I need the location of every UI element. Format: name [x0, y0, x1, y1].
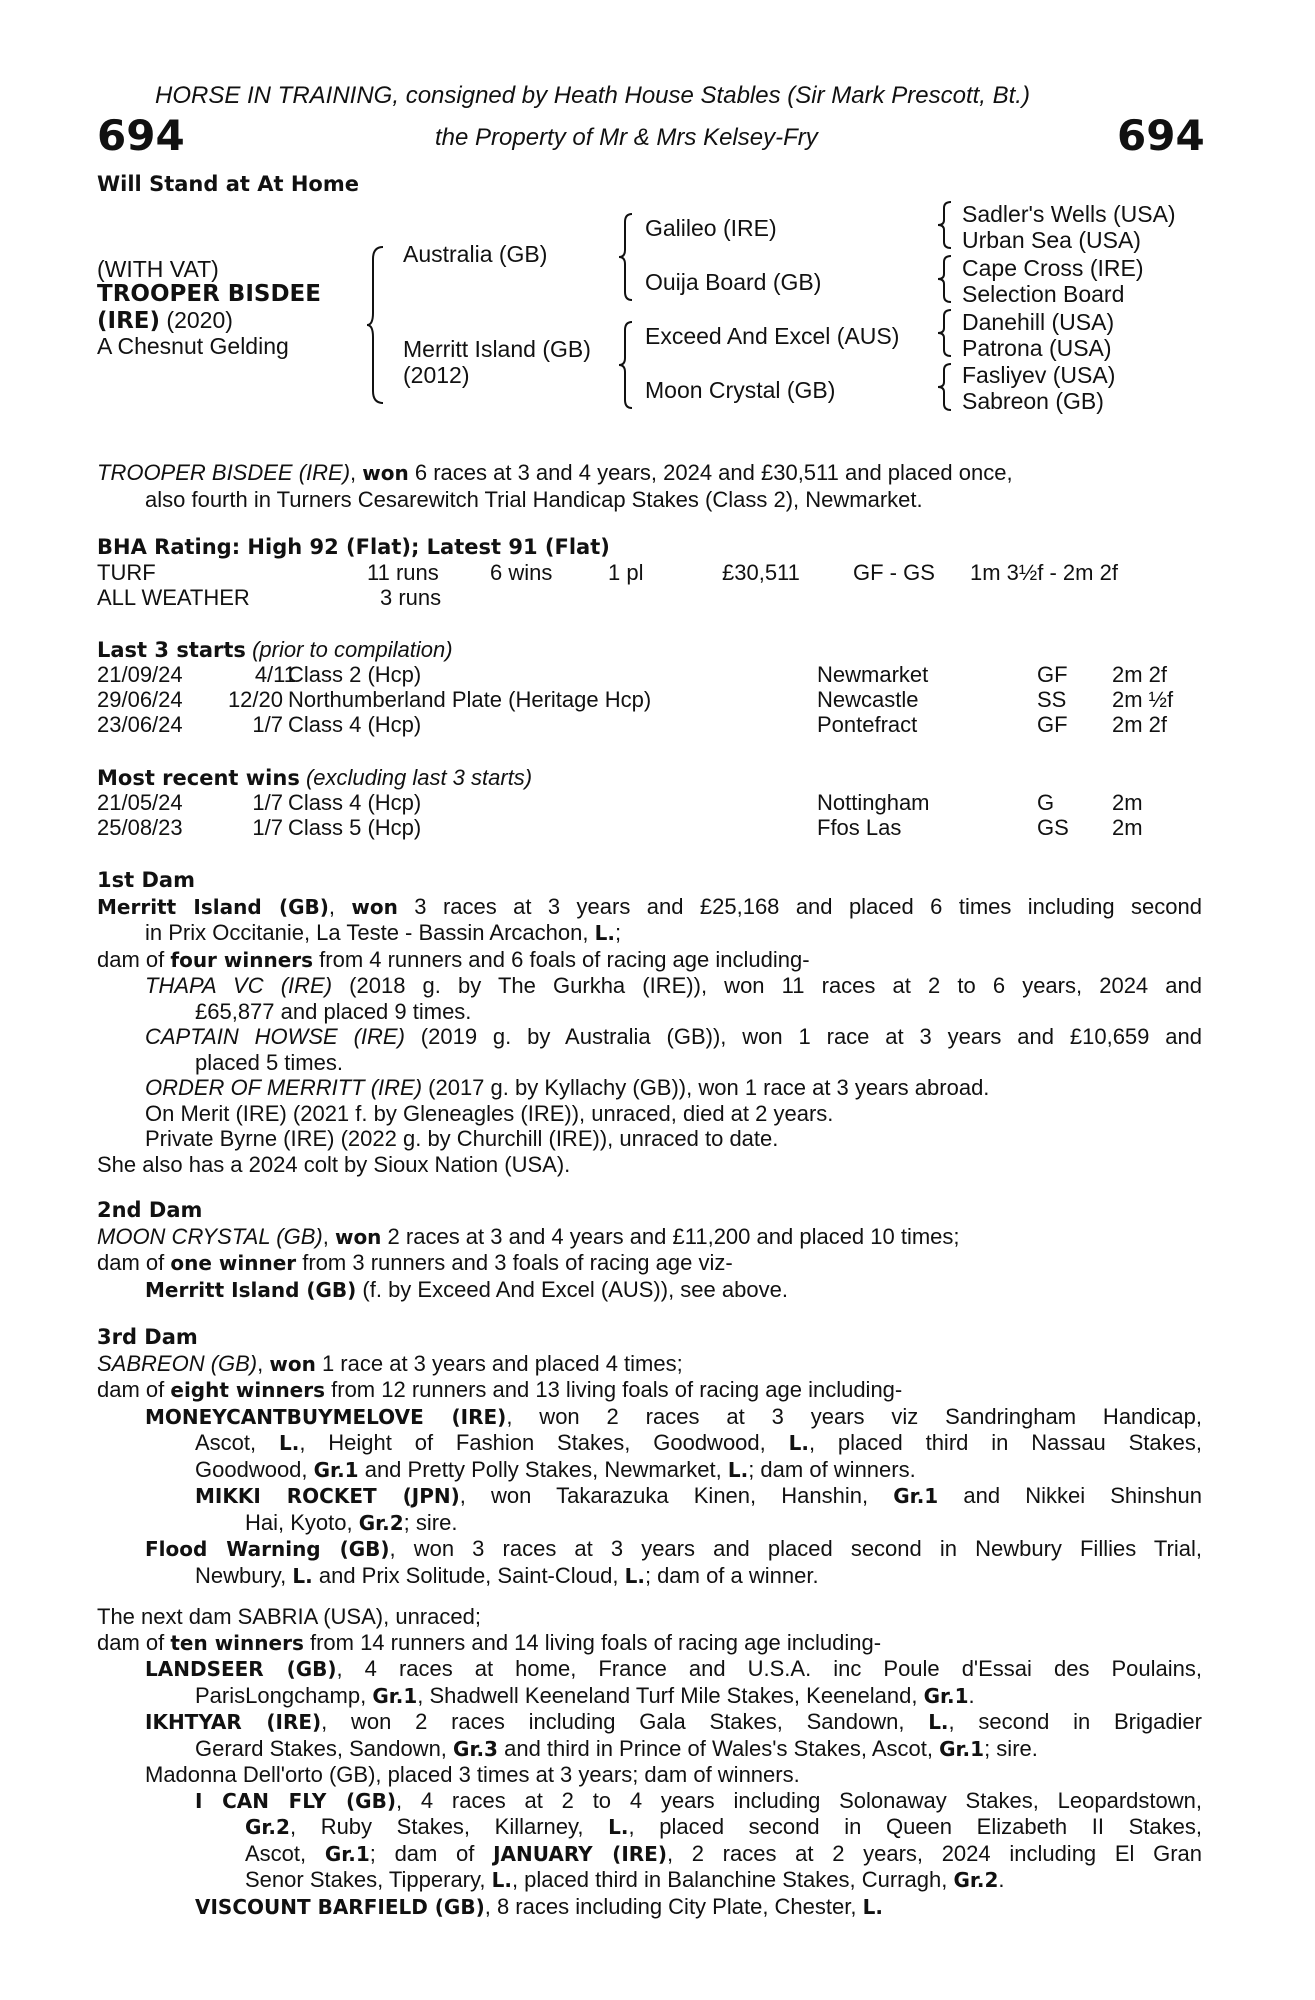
first-dam-name: Merritt Island (GB): [97, 894, 329, 919]
text: and third in Prince of Wales's Stakes, Ascot,: [497, 1735, 940, 1761]
third-dam-name: SABREON (GB): [97, 1350, 258, 1376]
surface: ALL WEATHER: [97, 585, 250, 610]
placed: 1 pl: [608, 560, 644, 585]
listed-badge: L.: [292, 1563, 313, 1588]
listed-badge: L.: [928, 1710, 949, 1734]
pedigree-brace-gs1: [937, 200, 953, 250]
listed-badge: L.: [491, 1868, 512, 1892]
additional-foal: She also has a 2024 colt by Sioux Nation (USA).: [97, 1151, 571, 1177]
text: Ascot,: [195, 1430, 279, 1455]
stand-info: Will Stand at At Home: [97, 172, 359, 196]
pedigree-grandsire-sire: Galileo (IRE): [645, 215, 777, 241]
going: SS: [1037, 687, 1067, 712]
date: 21/09/24: [97, 662, 183, 687]
listed-badge: L.: [594, 921, 615, 945]
second-dam-name: MOON CRYSTAL (GB): [97, 1223, 323, 1249]
text: dam of: [97, 1250, 171, 1275]
text: from 12 runners and 13 living foals of racing age including-: [325, 1377, 903, 1402]
pedigree-dam: Merritt Island (GB): [403, 336, 591, 362]
progeny-record: (2017 g. by Kyllachy (GB)), won 1 race at 3 years abroad.: [422, 1075, 990, 1100]
summary-line1: 6 races at 3 and 4 years, 2024 and £30,511 and placed once,: [408, 460, 1013, 485]
date: 21/05/24: [97, 790, 183, 815]
course: Pontefract: [817, 712, 918, 737]
next-dam-section: [97, 1604, 1202, 1920]
text: ; dam of a winner.: [644, 1562, 819, 1588]
text: ; sire.: [984, 1735, 1038, 1761]
date: 25/08/23: [97, 815, 183, 840]
course: Newcastle: [817, 687, 919, 712]
text: dam of: [97, 946, 171, 972]
progeny-record: , 4 races at home, France and U.S.A. inc Poule d'Essai des Poulains,: [336, 1656, 1202, 1681]
text: ; dam of: [369, 1840, 494, 1866]
going: GF: [1037, 712, 1068, 737]
pedigree-brace-gs4: [937, 362, 953, 412]
runs: 3 runs: [380, 585, 442, 610]
wins: 6 wins: [490, 560, 553, 585]
pedigree-brace-gs3: [937, 308, 953, 358]
pedigree-grandsire-dam: Exceed And Excel (AUS): [645, 323, 900, 349]
next-dam-intro: The next dam SABRIA (USA), unraced;: [97, 1604, 481, 1629]
pedigree-dam-year: (2012): [403, 362, 470, 388]
text: Ascot,: [245, 1840, 325, 1866]
race-summary: TROOPER BISDEE (IRE), won 6 races at 3 and 4 years, 2024 and £30,511 and placed once, also fourth in Turners Cesarewitch Trial Handicap Stakes (Class 2), Newmarket.: [97, 460, 1202, 512]
second-dam-record: 2 races at 3 and 4 years and £11,200 and placed 10 times;: [381, 1223, 960, 1249]
distance: 2m ½f: [1112, 687, 1174, 712]
progeny-entry: On Merit (IRE) (2021 f. by Gleneagles (IRE)), unraced, died at 2 years.: [145, 1100, 834, 1126]
group-badge: Gr.2: [245, 1815, 290, 1839]
prize-money: £30,511: [722, 560, 800, 585]
going: G: [1037, 790, 1055, 815]
recent-wins-note: (excluding last 3 starts): [305, 765, 533, 790]
text: .: [998, 1867, 1005, 1892]
course: Nottingham: [817, 790, 930, 815]
progeny-name: IKHTYAR (IRE): [145, 1710, 322, 1734]
progeny-entry: Madonna Dell'orto (GB), placed 3 times at 3 years; dam of winners.: [145, 1762, 800, 1787]
rating-row-aw: [97, 585, 1217, 610]
text: , second in Brigadier: [948, 1709, 1202, 1734]
first-dam-section: 1st Dam Merritt Island (GB), won 3 races at 3 years and £25,168 and placed 6 times including second in Prix Occitanie, La Teste - Bassin Arcachon, L.; dam of four winners from 4 runners and 6 foals of racing age including- THAPA VC (IRE) (2018 g. by The Gurkha (IRE)), won 11 races at 2 to 6 years, 2024 and £65,877 and placed 9 times. CAPTAIN HOWSE (IRE) (2019 g. by Australia (GB)), won 1 race at 3 years and £10,659 and placed 5 times. ORDER OF MERRITT (IRE) (2017 g. by Kyllachy (GB)), won 1 race at 3 years abroad. On Merit (IRE) (2021 f. by Gleneagles (IRE)), unraced, died at 2 years. Private Byrne (IRE) (2022 g. by Churchill (IRE)), unraced to date. She also has a 2024 colt by Sioux Nation (USA).: [97, 868, 1202, 1177]
text: , placed third in Balanchine Stakes, Curragh,: [511, 1867, 954, 1892]
vat-note: (WITH VAT): [97, 256, 219, 282]
pedigree-brace-dam: [618, 320, 634, 410]
text: Senor Stakes, Tipperary,: [245, 1867, 492, 1892]
last-start-row: [97, 687, 1217, 712]
text: and Prix Solitude, Saint-Cloud,: [312, 1562, 625, 1588]
text: , placed second in Queen Elizabeth II Stakes,: [628, 1814, 1202, 1839]
winners-count: one winner: [170, 1251, 297, 1275]
race: Northumberland Plate (Heritage Hcp): [288, 687, 652, 712]
text: Goodwood,: [195, 1456, 314, 1482]
text: from 3 runners and 3 foals of racing age viz-: [296, 1250, 733, 1275]
course: Ffos Las: [817, 815, 902, 840]
progeny-name: ORDER OF MERRITT (IRE): [145, 1075, 423, 1100]
surface: TURF: [97, 560, 156, 585]
date: 23/06/24: [97, 712, 183, 737]
text: in Prix Occitanie, La Teste - Bassin Arcachon,: [145, 920, 595, 945]
pedigree-ggp-7: Fasliyev (USA): [962, 362, 1116, 388]
pedigree-ggp-5: Danehill (USA): [962, 309, 1115, 335]
bha-rating: BHA Rating: High 92 (Flat); Latest 91 (Flat): [97, 535, 610, 559]
text: and Pretty Polly Stakes, Newmarket,: [358, 1456, 728, 1482]
pedigree-ggp-6: Patrona (USA): [962, 335, 1112, 361]
listed-badge: L.: [278, 1431, 300, 1455]
text: , 8 races including City Plate, Chester,: [484, 1893, 863, 1919]
recent-wins-heading: [97, 765, 532, 791]
text: Newbury,: [195, 1562, 293, 1588]
progeny-name: CAPTAIN HOWSE (IRE): [145, 1024, 405, 1049]
third-dam-record: 1 race at 3 years and placed 4 times;: [315, 1350, 683, 1376]
text: Gerard Stakes, Sandown,: [195, 1735, 454, 1761]
catalogue-title: HORSE IN TRAINING, consigned by Heath House Stables (Sir Mark Prescott, Bt.): [155, 82, 1030, 109]
winners-count: four winners: [170, 947, 314, 972]
text: , Height of Fashion Stakes, Goodwood,: [299, 1430, 789, 1455]
text: ; sire.: [403, 1509, 458, 1535]
group-badge: Gr.1: [324, 1841, 370, 1866]
pedigree-ggp-4: Selection Board: [962, 281, 1125, 307]
listed-badge: L.: [727, 1457, 749, 1482]
horse-year: (2020): [166, 307, 233, 333]
text: , won Takarazuka Kinen, Hanshin,: [459, 1483, 894, 1508]
won-label: won: [334, 1224, 382, 1249]
last-starts-heading: [97, 637, 453, 663]
runs: 11 runs: [367, 560, 439, 585]
third-dam-heading: 3rd Dam: [97, 1325, 198, 1349]
horse-country: (IRE): [97, 308, 161, 334]
last-starts-title: Last 3 starts: [97, 638, 246, 662]
progeny-record: (f. by Exceed And Excel (AUS)), see above.: [356, 1276, 788, 1302]
summary-line2: also fourth in Turners Cesarewitch Trial Handicap Stakes (Class 2), Newmarket.: [145, 486, 923, 512]
position: 12/20: [227, 687, 283, 712]
race: Class 2 (Hcp): [288, 662, 422, 687]
text: dam of: [97, 1377, 171, 1402]
first-dam-heading: 1st Dam: [97, 868, 195, 892]
text: .: [968, 1682, 975, 1708]
text: from 4 runners and 6 foals of racing age including-: [313, 946, 810, 972]
property-line: the Property of Mr & Mrs Kelsey-Fry: [435, 124, 818, 151]
text: , placed third in Nassau Stakes,: [808, 1430, 1202, 1455]
going-range: GF - GS: [853, 560, 935, 585]
text: from 14 runners and 14 living foals of racing age including-: [303, 1629, 882, 1655]
first-dam-record: 3 races at 3 years and £25,168 and placed 6 times including second: [397, 893, 1202, 919]
group-badge: Gr.1: [313, 1457, 359, 1482]
race: Class 4 (Hcp): [288, 712, 422, 737]
progeny-record-cont: £65,877 and placed 9 times.: [195, 998, 472, 1024]
progeny-record-cont: placed 5 times.: [195, 1049, 343, 1075]
distance: 2m 2f: [1112, 662, 1168, 687]
position: 1/7: [252, 790, 283, 815]
progeny-record: , won 2 races at 3 years viz Sandringham Handicap,: [506, 1403, 1202, 1429]
won-label: won: [351, 894, 398, 919]
pedigree-sire: Australia (GB): [403, 241, 548, 267]
progeny-record: (2018 g. by The Gurkha (IRE)), won 11 races at 2 to 6 years, 2024 and: [332, 973, 1202, 998]
text: ParisLongchamp,: [195, 1682, 373, 1708]
listed-badge: L.: [788, 1431, 809, 1455]
recent-win-row: [97, 815, 1217, 840]
distance: 2m: [1112, 815, 1143, 840]
group-badge: Gr.2: [953, 1868, 999, 1892]
group-badge: Gr.1: [372, 1683, 418, 1708]
pedigree-brace-gs2: [937, 254, 953, 304]
race: Class 4 (Hcp): [288, 790, 422, 815]
grand-progeny-name: I CAN FLY (GB): [195, 1788, 396, 1813]
text: and Nikkei Shinshun: [938, 1483, 1202, 1508]
pedigree-brace-main: [365, 245, 387, 405]
grand-progeny-name: MIKKI ROCKET (JPN): [195, 1484, 460, 1508]
text: ;: [614, 920, 622, 945]
pedigree-granddam-dam: Moon Crystal (GB): [645, 377, 836, 403]
winners-count: ten winners: [170, 1630, 304, 1655]
pedigree-ggp-1: Sadler's Wells (USA): [962, 201, 1176, 227]
won-label: won: [269, 1351, 316, 1376]
progeny-name: THAPA VC (IRE): [145, 973, 333, 998]
pedigree-ggp-2: Urban Sea (USA): [962, 227, 1141, 253]
progeny-name: Flood Warning (GB): [145, 1537, 390, 1561]
listed-badge: L.: [862, 1894, 883, 1919]
distance: 2m 2f: [1112, 712, 1168, 737]
race: Class 5 (Hcp): [288, 815, 422, 840]
progeny-name: LANDSEER (GB): [145, 1657, 337, 1681]
group-badge: Gr.3: [453, 1736, 498, 1761]
summary-won: won: [362, 461, 409, 485]
position: 1/7: [252, 815, 283, 840]
group-badge: Gr.1: [923, 1683, 969, 1708]
recent-win-row: [97, 790, 1217, 815]
progeny-entry: Private Byrne (IRE) (2022 g. by Churchill (IRE)), unraced to date.: [145, 1126, 779, 1151]
second-dam-heading: 2nd Dam: [97, 1198, 203, 1222]
text: , Shadwell Keeneland Turf Mile Stakes, Keeneland,: [417, 1682, 924, 1708]
lot-number-left: 694: [97, 111, 185, 160]
text: , Ruby Stakes, Killarney,: [289, 1814, 609, 1839]
recent-wins-title: Most recent wins: [97, 766, 300, 790]
progeny-record: (2019 g. by Australia (GB)), won 1 race at 3 years and £10,659 and: [404, 1024, 1202, 1049]
pedigree-ggp-8: Sabreon (GB): [962, 388, 1104, 414]
progeny-name: MONEYCANTBUYMELOVE (IRE): [145, 1404, 507, 1429]
position: 4/11: [254, 662, 296, 687]
text: , 2 races at 2 years, 2024 including El Gran: [666, 1840, 1203, 1866]
progeny-name: Merritt Island (GB): [145, 1277, 357, 1302]
last-starts-note: (prior to compilation): [252, 637, 453, 662]
text: Hai, Kyoto,: [245, 1509, 359, 1535]
horse-description: A Chesnut Gelding: [97, 333, 289, 359]
listed-badge: L.: [608, 1815, 629, 1839]
pedigree-brace-sire: [618, 212, 634, 302]
listed-badge: L.: [624, 1563, 645, 1588]
distance: 2m: [1112, 790, 1143, 815]
distance-range: 1m 3½f - 2m 2f: [970, 560, 1118, 585]
text: , won 2 races including Gala Stakes, Sandown,: [321, 1709, 929, 1734]
progeny-record: , won 3 races at 3 years and placed second in Newbury Fillies Trial,: [389, 1536, 1202, 1561]
text: dam of: [97, 1629, 171, 1655]
second-dam-section: 2nd Dam MOON CRYSTAL (GB), won 2 races at 3 and 4 years and £11,200 and placed 10 times; dam of one winner from 3 runners and 3 foals of racing age viz- Merritt Island (GB) (f. by Exceed And Excel (AUS)), see above.: [97, 1198, 1202, 1303]
winners-count: eight winners: [170, 1378, 326, 1402]
group-badge: Gr.1: [939, 1736, 985, 1761]
grand-progeny-name: VISCOUNT BARFIELD (GB): [195, 1894, 485, 1919]
summary-horse-name: TROOPER BISDEE (IRE): [97, 460, 351, 485]
course: Newmarket: [817, 662, 929, 687]
text: , 4 races at 2 to 4 years including Solonaway Stakes, Leopardstown,: [396, 1787, 1203, 1813]
horse-origin-year: [97, 307, 233, 334]
progeny-name: JANUARY (IRE): [493, 1841, 667, 1866]
position: 1/7: [252, 712, 283, 737]
last-start-row: [97, 662, 1217, 687]
lot-number-right: 694: [1117, 111, 1205, 160]
rating-row-turf: [97, 560, 1217, 585]
date: 29/06/24: [97, 687, 183, 712]
going: GS: [1037, 815, 1069, 840]
going: GF: [1037, 662, 1068, 687]
horse-name: TROOPER BISDEE: [97, 281, 321, 307]
group-badge: Gr.1: [893, 1484, 939, 1508]
group-badge: Gr.2: [358, 1510, 404, 1535]
text: ; dam of winners.: [748, 1456, 916, 1482]
pedigree-ggp-3: Cape Cross (IRE): [962, 255, 1144, 281]
pedigree-granddam-sire: Ouija Board (GB): [645, 269, 822, 295]
third-dam-section: 3rd Dam SABREON (GB), won 1 race at 3 years and placed 4 times; dam of eight winners from 12 runners and 13 living foals of racing age including- MONEYCANTBUYMELOVE (IRE), won 2 races at 3 years viz Sandringham Handicap, Ascot, L., Height of Fashion Stakes, Goodwood, L., placed third in Nassau Stakes, Goodwood, Gr.1 and Pretty Polly Stakes, Newmarket, L.; dam of winners. MIKKI ROCKET (JPN), won Takarazuka Kinen, Hanshin, Gr.1 and Nikkei Shinshun Hai, Kyoto, Gr.2; sire. Flood Warning (GB), won 3 races at 3 years and placed second in Newbury Fillies Trial, Newbury, L. and Prix Solitude, Saint-Cloud, L.; dam of a winner.: [97, 1325, 1202, 1588]
last-start-row: [97, 712, 1217, 737]
